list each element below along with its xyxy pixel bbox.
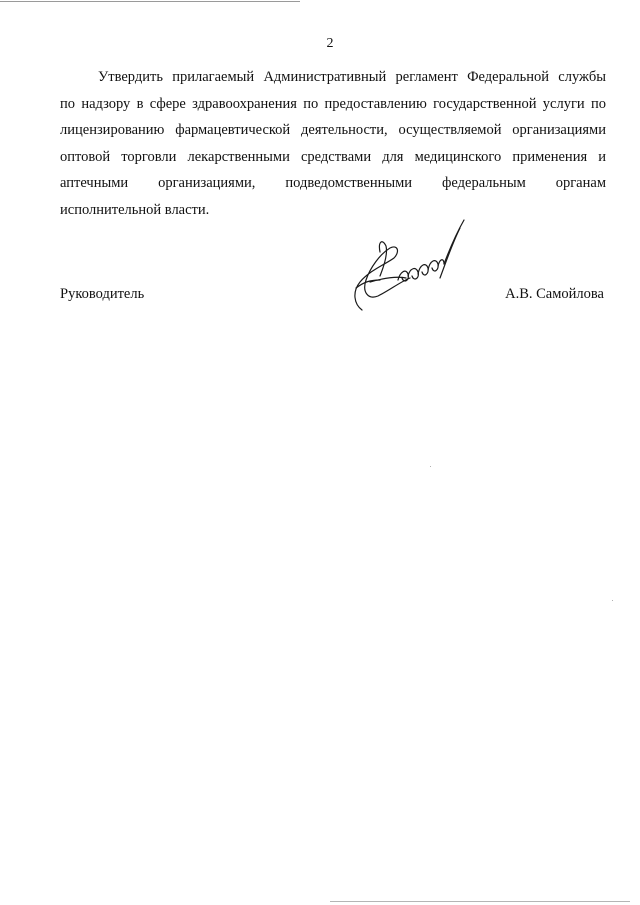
signer-name: А.В. Самойлова [505,286,604,302]
body-line: лицензированию фармацевтической деятельности, осуществляемой организациями [60,122,606,139]
page-number: 2 [326,36,334,51]
body-line: Утвердить прилагаемый Административный регламент Федеральной службы [98,69,606,85]
scan-edge-bottom [330,901,630,902]
body-line: по надзору в сфере здравоохранения по предоставлению государственной услуги по [60,95,606,112]
body-line: аптечными организациями, подведомственными федеральным органам [60,175,606,192]
body-line: исполнительной власти. [60,201,210,218]
scan-speck [430,466,431,467]
handwritten-signature [340,218,470,318]
body-line: оптовой торговли лекарственными средствами для медицинского применения и [60,148,606,165]
scan-edge-top [0,1,300,2]
scan-speck [612,600,613,601]
body-paragraph [60,64,606,224]
signer-position: Руководитель [60,286,145,302]
